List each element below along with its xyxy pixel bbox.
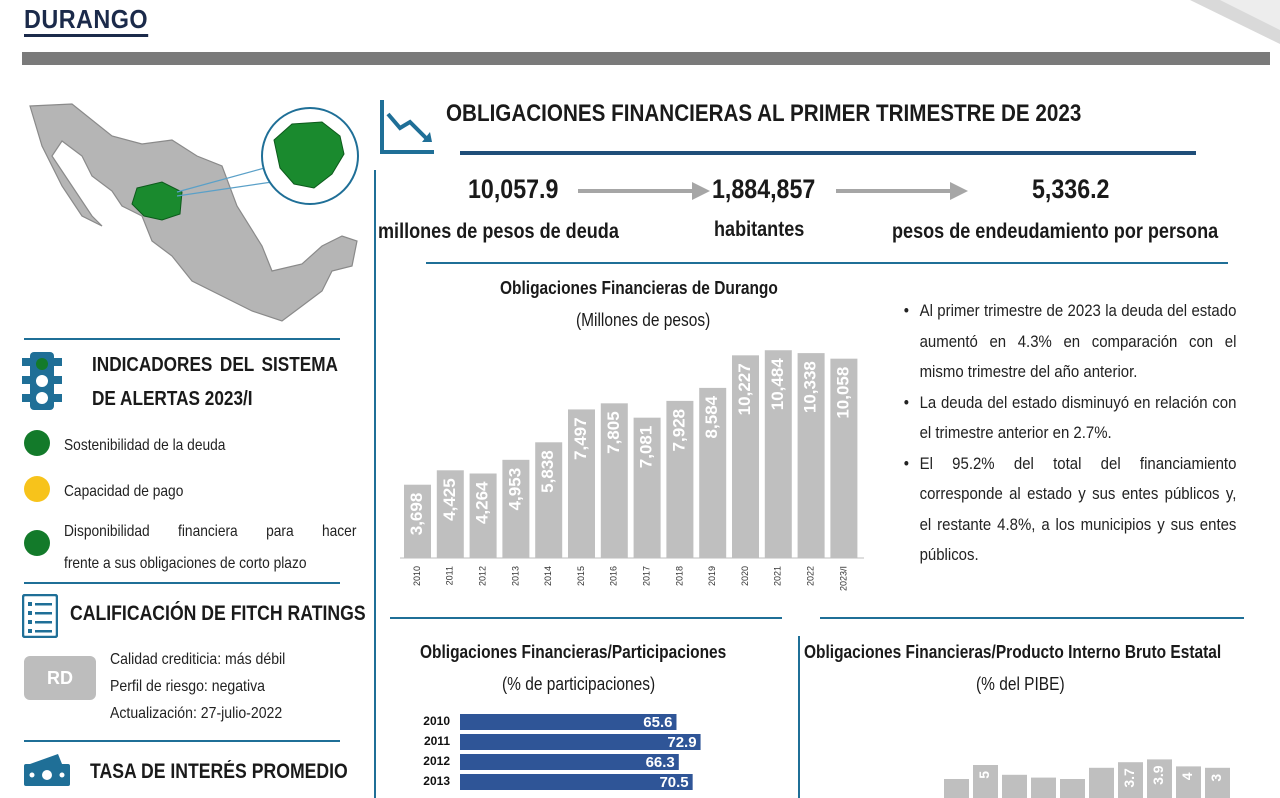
tick-label: 2019 [707,566,718,587]
tick-label: 2010 [411,566,422,587]
bar-label: 7,805 [603,411,623,454]
sidebar-divider [24,582,340,584]
mexico-map [22,96,362,332]
tick-label: 2015 [575,566,586,587]
page-title: DURANGO [24,4,148,37]
bar-label: 10,227 [734,363,754,416]
stats-divider [426,262,1228,264]
chart-title: Obligaciones Financieras/Participaciones [420,642,727,662]
bar-label: 4,264 [472,481,492,525]
bar-label: 7,928 [669,408,689,452]
bar-label: 10,338 [800,361,820,414]
status-dot-green [24,530,50,556]
bar-label: 72.9 [667,733,697,751]
bullet-item: • Al primer trimestre de 2023 la deuda del estado aumentó en 4.3% en comparación con el mismo trimestre del año anterior. [902,296,1236,388]
per-capita-value: 5,336.2 [1032,174,1110,204]
tick-label: 2021 [772,566,783,587]
tick-label: 2011 [423,734,450,749]
tick-label: 2020 [739,566,750,587]
bar-label: 7,081 [636,425,656,469]
checklist-icon [22,594,58,638]
bar-label: 10,484 [767,358,787,411]
bar [1002,775,1027,798]
tick-label: 2018 [674,566,685,587]
alerts-heading: INDICADORES DEL SISTEMA DE ALERTAS 2023/I [92,354,338,410]
bar-2011 [460,734,701,750]
bullet-item: • El 95.2% del total del financiamiento corresponde al estado y sus entes públicos y, el restante 4.8%, a los municipios y sus entes públicos. [902,449,1236,571]
pibe-bar-chart [930,740,1250,798]
bar-label: 4,953 [505,467,525,511]
tick-label: 2013 [423,774,450,789]
bar-2013 [460,774,693,790]
tick-label: 2016 [608,566,619,587]
bar-label: 66.3 [645,753,675,771]
indicator-debt-sustainability: Sostenibilidad de la deuda [24,430,252,462]
header-rule [22,52,1270,65]
bar [1031,778,1056,798]
bar-label: 10,058 [833,366,853,419]
main-title: OBLIGACIONES FINANCIERAS AL PRIMER TRIMESTRE DE 2023 [446,100,1082,127]
bar [1205,768,1230,798]
bar [1060,779,1085,798]
tick-label: 2017 [641,566,652,587]
tick-label: 2023/I [838,566,849,592]
arrow-right-icon [578,182,710,200]
bar-label: 4 [1179,772,1196,781]
indicator-financial-availability: Disponibilidad financiera para hacer frente a sus obligaciones de corto plazo [24,516,404,580]
sidebar-divider [24,740,340,742]
bar-label: 65.6 [643,713,673,731]
money-icon [22,752,72,788]
bar-label: 3.7 [1121,768,1138,788]
bullet-item: • La deuda del estado disminuyó en relación con el trimestre anterior en 2.7%. [902,388,1236,449]
participaciones-bar-chart [412,712,792,798]
fitch-heading: CALIFICACIÓN DE FITCH RATINGS [70,602,366,625]
bar-label: 4,425 [439,478,459,521]
chart-divider [390,617,782,619]
rating-details: Calidad crediticia: más débil Perfil de riesgo: negativa Actualización: 27-julio-2022 [110,651,286,722]
traffic-light-icon [20,350,64,412]
declining-chart-icon [378,98,436,156]
corner-decoration [1180,0,1280,44]
bar-label: 5,838 [538,450,558,493]
summary-bullets [902,296,1236,571]
debt-value: 10,057.9 [468,174,559,204]
tick-label: 2011 [444,566,455,586]
tick-label: 2013 [510,566,521,587]
status-dot-yellow [24,476,50,502]
population-value: 1,884,857 [712,174,816,204]
tick-label: 2012 [477,566,488,587]
charts-separator [798,636,800,798]
tick-label: 2014 [543,566,554,587]
rating-badge: RD [24,656,96,700]
bar [973,765,998,798]
bar-label: 3 [1208,773,1225,782]
chart-divider [820,617,1244,619]
bar-label: 5 [976,771,993,779]
chart-subtitle: (% del PIBE) [976,674,1065,694]
bar-label: 7,497 [570,417,590,460]
chart-title: Obligaciones Financieras/Producto Interno Bruto Estatal [804,642,1222,662]
per-capita-label: pesos de endeudamiento por persona [892,220,1219,243]
chart-title: Obligaciones Financieras de Durango [500,278,778,298]
bar-label: 70.5 [659,773,689,791]
bar-label: 8,584 [702,395,722,439]
status-dot-green [24,430,50,456]
population-label: habitantes [714,218,805,241]
arrow-right-icon [836,182,968,200]
bar [1089,768,1114,798]
chart-subtitle: (Millones de pesos) [576,310,711,330]
interest-heading: TASA DE INTERÉS PROMEDIO [90,760,348,783]
indicator-payment-capacity: Capacidad de pago [24,476,203,508]
sidebar-divider [24,338,340,340]
title-underline [460,151,1196,155]
tick-label: 2022 [805,566,816,587]
bar-label: 3.9 [1150,765,1167,785]
bar [1176,766,1201,798]
bar [944,779,969,798]
tick-label: 2012 [423,754,450,769]
bar-label: 3,698 [406,492,426,536]
chart-subtitle: (% de participaciones) [502,674,656,694]
tick-label: 2010 [423,714,450,729]
debt-label: millones de pesos de deuda [378,220,619,243]
debt-bar-chart [398,330,868,610]
main-vertical-rule [374,170,376,798]
